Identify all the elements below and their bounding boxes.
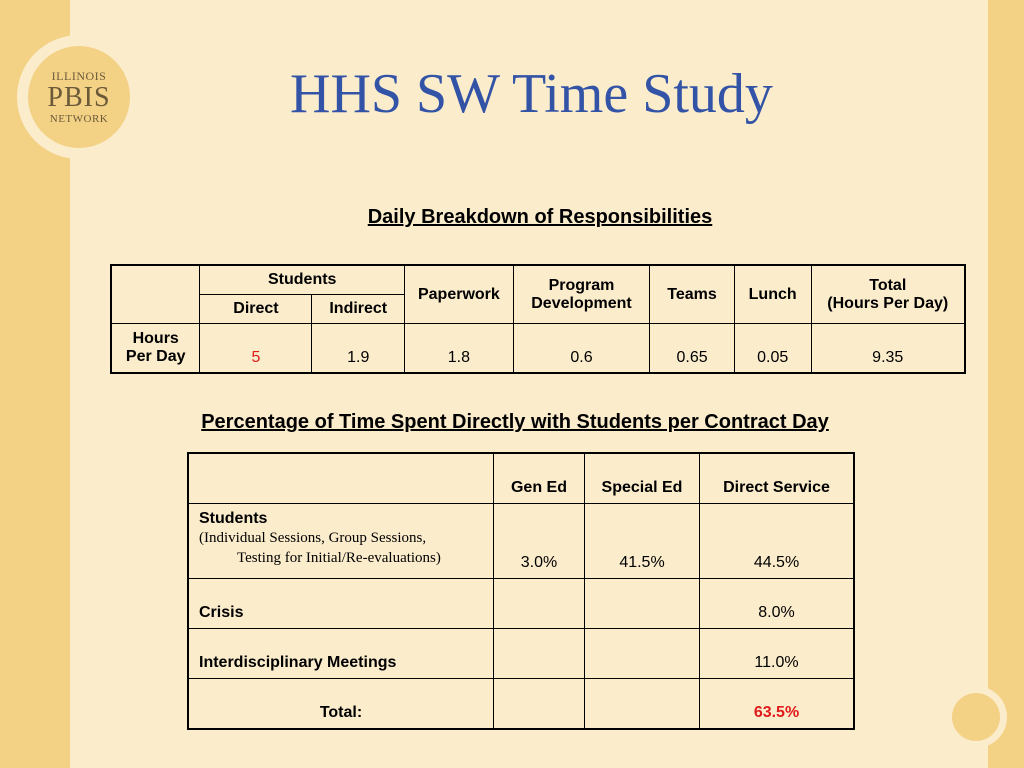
row-label-line2: Per Day [125, 348, 186, 365]
corner-dot-decoration [952, 693, 1000, 741]
illinois-pbis-logo [28, 46, 130, 148]
students-row-label [188, 504, 494, 579]
gen-ed-header: Gen Ed [494, 453, 585, 504]
special-ed-header: Special Ed [585, 453, 700, 504]
indirect-value: 1.9 [312, 324, 405, 374]
crisis-row-label: Crisis [188, 579, 494, 629]
lunch-header: Lunch [734, 265, 811, 324]
paperwork-header: Paperwork [405, 265, 514, 324]
paperwork-value: 1.8 [405, 324, 514, 374]
direct-service-header: Direct Service [700, 453, 855, 504]
logo-line1: ILLINOIS [51, 68, 107, 83]
meetings-special-ed [585, 629, 700, 679]
teams-value: 0.65 [650, 324, 735, 374]
lunch-value: 0.05 [734, 324, 811, 374]
total-header-line1: Total [869, 276, 907, 294]
students-detail-line1: (Individual Sessions, Group Sessions, [199, 530, 427, 546]
meetings-gen-ed [494, 629, 585, 679]
students-group-header: Students [200, 265, 405, 295]
meetings-row-label: Interdisciplinary Meetings [188, 629, 494, 679]
empty-corner-cell [111, 265, 200, 324]
total-row-label: Total: [188, 679, 494, 730]
table1-heading: Daily Breakdown of Responsibilities [367, 206, 713, 228]
total-header [811, 265, 965, 324]
students-label: Students [199, 510, 268, 527]
total-special-ed [585, 679, 700, 730]
logo-line3: NETWORK [49, 112, 109, 125]
students-gen-ed: 3.0% [494, 504, 585, 579]
direct-value: 5 [200, 324, 312, 374]
program-development-value: 0.6 [513, 324, 650, 374]
indirect-header: Indirect [312, 295, 405, 324]
percentage-time-table [187, 452, 855, 730]
row-label-line1: Hours [132, 330, 179, 347]
table2-heading: Percentage of Time Spent Directly with Students per Contract Day [201, 411, 829, 433]
students-special-ed: 41.5% [585, 504, 700, 579]
teams-header: Teams [650, 265, 735, 324]
total-value: 9.35 [811, 324, 965, 374]
slide-title: HHS SW Time Study [290, 63, 773, 125]
total-gen-ed [494, 679, 585, 730]
empty-corner-cell [188, 453, 494, 504]
crisis-direct-service: 8.0% [700, 579, 855, 629]
meetings-direct-service: 11.0% [700, 629, 855, 679]
crisis-gen-ed [494, 579, 585, 629]
crisis-special-ed [585, 579, 700, 629]
logo-line2: PBIS [47, 81, 111, 113]
program-development-header: Program Development [513, 265, 650, 324]
students-direct-service: 44.5% [700, 504, 855, 579]
hours-per-day-label [111, 324, 200, 374]
total-direct-service: 63.5% [700, 679, 855, 730]
students-detail-line2: Testing for Initial/Re-evaluations) [237, 550, 441, 566]
daily-breakdown-table [110, 264, 966, 374]
direct-header: Direct [200, 295, 312, 324]
total-header-line2: (Hours Per Day) [827, 294, 949, 312]
